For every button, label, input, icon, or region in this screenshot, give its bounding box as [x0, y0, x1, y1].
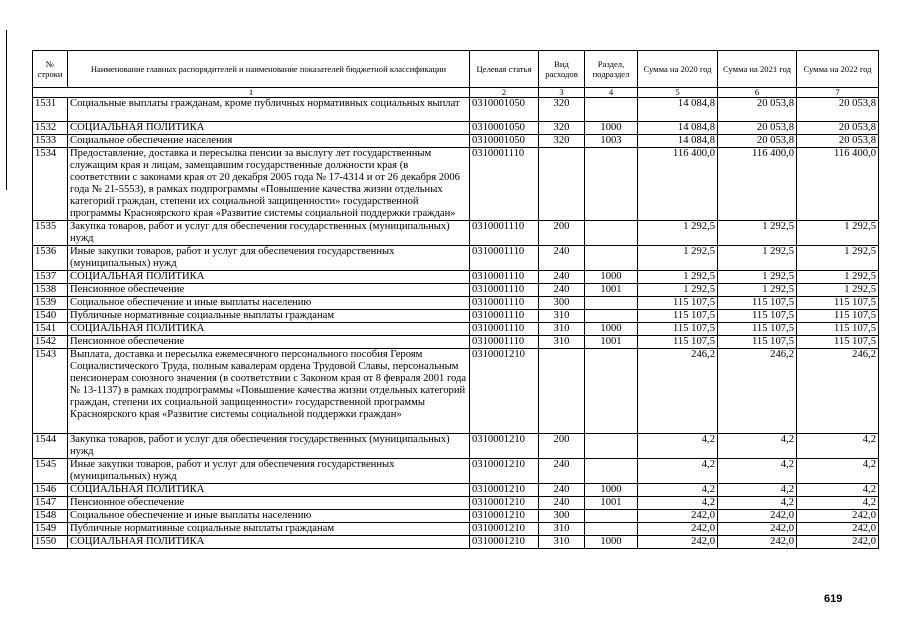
row-name: Закупка товаров, работ и услуг для обеспечения государственных (муниципальных) нужд	[68, 221, 470, 246]
row-sum-2020: 4,2	[638, 497, 718, 510]
row-number: 1541	[33, 323, 68, 336]
row-name: Предоставление, доставка и пересылка пенсии за выслугу лет государственным служащим края и лицам, замещавшим государственные должности края (в соответствии с законами края от 20 декабря 2005 года № 17-4314 и от 26 декабря 2006 года № 21-5553), в рамках подпрограммы «Повышение качества жизни отдельных категорий граждан, степени их социальной защищенности» государственной программы Красноярского края «Развитие системы социальной поддержки граждан»	[68, 148, 470, 221]
row-target-article: 0310001050	[470, 98, 539, 122]
table-row	[33, 484, 879, 497]
row-name: Выплата, доставка и пересылка ежемесячного персонального пособия Героям Социалистического Труда, полным кавалерам ордена Трудовой Славы, персональным пенсионерам союзного значения (в соответствии с Законом края от 8 февраля 2001 года № 13-1137) в рамках подпрограммы «Повышение качества жизни отдельных категорий граждан, степени их социальной защищенности» государственной программы Красноярского края «Развитие системы социальной поддержки граждан»	[68, 349, 470, 434]
row-target-article: 0310001210	[470, 497, 539, 510]
row-number: 1535	[33, 221, 68, 246]
row-sum-2022: 246,2	[797, 349, 879, 434]
column-number: 2	[470, 88, 539, 98]
header-code: Целевая статья	[470, 51, 539, 88]
table-row	[33, 459, 879, 484]
header-sum-2020: Сумма на 2020 год	[638, 51, 718, 88]
row-target-article: 0310001110	[470, 246, 539, 271]
column-number: 1	[33, 88, 470, 98]
header-num: № строки	[33, 51, 68, 88]
row-sum-2021: 115 107,5	[718, 297, 797, 310]
row-name: Пенсионное обеспечение	[68, 336, 470, 349]
row-sum-2020: 242,0	[638, 510, 718, 523]
row-number: 1537	[33, 271, 68, 284]
table-row	[33, 510, 879, 523]
column-number: 3	[539, 88, 585, 98]
row-sum-2020: 116 400,0	[638, 148, 718, 221]
row-section	[585, 246, 638, 271]
row-target-article: 0310001210	[470, 459, 539, 484]
row-sum-2021: 242,0	[718, 510, 797, 523]
row-section	[585, 510, 638, 523]
row-target-article: 0310001210	[470, 484, 539, 497]
row-expense-type: 310	[539, 523, 585, 536]
row-sum-2021: 1 292,5	[718, 246, 797, 271]
page-edge-line	[6, 30, 7, 190]
row-sum-2022: 1 292,5	[797, 271, 879, 284]
table-row	[33, 284, 879, 297]
row-sum-2022: 1 292,5	[797, 246, 879, 271]
row-section	[585, 310, 638, 323]
row-number: 1543	[33, 349, 68, 434]
row-expense-type: 320	[539, 135, 585, 148]
row-number: 1540	[33, 310, 68, 323]
row-section: 1003	[585, 135, 638, 148]
row-section: 1000	[585, 536, 638, 549]
table-row	[33, 122, 879, 135]
row-sum-2021: 20 053,8	[718, 98, 797, 122]
row-sum-2022: 4,2	[797, 434, 879, 459]
row-expense-type: 300	[539, 510, 585, 523]
row-expense-type: 200	[539, 434, 585, 459]
column-number: 4	[585, 88, 638, 98]
row-expense-type: 310	[539, 336, 585, 349]
row-target-article: 0310001110	[470, 148, 539, 221]
table-row	[33, 536, 879, 549]
row-sum-2022: 242,0	[797, 523, 879, 536]
table-row	[33, 310, 879, 323]
row-section: 1000	[585, 484, 638, 497]
row-name: Иные закупки товаров, работ и услуг для обеспечения государственных (муниципальных) нужд	[68, 246, 470, 271]
table-row	[33, 135, 879, 148]
header-row	[33, 51, 879, 88]
row-target-article: 0310001110	[470, 336, 539, 349]
row-expense-type: 310	[539, 536, 585, 549]
row-section	[585, 459, 638, 484]
row-target-article: 0310001050	[470, 122, 539, 135]
row-number: 1539	[33, 297, 68, 310]
table-row	[33, 221, 879, 246]
row-section: 1000	[585, 122, 638, 135]
row-number: 1531	[33, 98, 68, 122]
budget-table	[32, 50, 879, 549]
row-sum-2020: 115 107,5	[638, 297, 718, 310]
table-row	[33, 323, 879, 336]
row-section: 1000	[585, 323, 638, 336]
header-sum-2022: Сумма на 2022 год	[797, 51, 879, 88]
row-number: 1536	[33, 246, 68, 271]
row-sum-2020: 4,2	[638, 434, 718, 459]
row-expense-type: 320	[539, 122, 585, 135]
row-section: 1001	[585, 336, 638, 349]
row-target-article: 0310001210	[470, 523, 539, 536]
row-sum-2021: 4,2	[718, 497, 797, 510]
row-name: Социальные выплаты гражданам, кроме публичных нормативных социальных выплат	[68, 98, 470, 122]
row-name: СОЦИАЛЬНАЯ ПОЛИТИКА	[68, 536, 470, 549]
row-sum-2022: 242,0	[797, 536, 879, 549]
row-name: Социальное обеспечение и иные выплаты населению	[68, 510, 470, 523]
table-body	[33, 98, 879, 549]
row-number: 1545	[33, 459, 68, 484]
row-section	[585, 148, 638, 221]
column-number: 6	[718, 88, 797, 98]
row-name: Публичные нормативные социальные выплаты гражданам	[68, 523, 470, 536]
row-number: 1546	[33, 484, 68, 497]
row-sum-2021: 242,0	[718, 536, 797, 549]
row-sum-2020: 14 084,8	[638, 98, 718, 122]
row-section: 1001	[585, 284, 638, 297]
row-sum-2020: 14 084,8	[638, 122, 718, 135]
row-sum-2022: 115 107,5	[797, 310, 879, 323]
row-number: 1533	[33, 135, 68, 148]
table-row	[33, 297, 879, 310]
row-sum-2020: 242,0	[638, 536, 718, 549]
row-number: 1550	[33, 536, 68, 549]
row-sum-2022: 20 053,8	[797, 135, 879, 148]
row-sum-2020: 1 292,5	[638, 271, 718, 284]
row-expense-type: 310	[539, 323, 585, 336]
row-sum-2020: 242,0	[638, 523, 718, 536]
row-sum-2021: 1 292,5	[718, 221, 797, 246]
row-sum-2022: 20 053,8	[797, 122, 879, 135]
row-section	[585, 523, 638, 536]
table-row	[33, 271, 879, 284]
row-name: СОЦИАЛЬНАЯ ПОЛИТИКА	[68, 323, 470, 336]
row-number: 1547	[33, 497, 68, 510]
column-number: 5	[638, 88, 718, 98]
table-row	[33, 336, 879, 349]
row-name: Пенсионное обеспечение	[68, 497, 470, 510]
row-target-article: 0310001110	[470, 271, 539, 284]
row-name: СОЦИАЛЬНАЯ ПОЛИТИКА	[68, 271, 470, 284]
row-target-article: 0310001110	[470, 221, 539, 246]
row-section	[585, 297, 638, 310]
header-sum-2021: Сумма на 2021 год	[718, 51, 797, 88]
row-sum-2022: 4,2	[797, 459, 879, 484]
row-expense-type	[539, 349, 585, 434]
row-section: 1000	[585, 271, 638, 284]
row-sum-2021: 116 400,0	[718, 148, 797, 221]
row-section	[585, 98, 638, 122]
row-sum-2020: 1 292,5	[638, 246, 718, 271]
row-sum-2020: 246,2	[638, 349, 718, 434]
row-expense-type: 310	[539, 310, 585, 323]
row-sum-2020: 4,2	[638, 484, 718, 497]
row-target-article: 0310001210	[470, 349, 539, 434]
header-vid: Вид расходов	[539, 51, 585, 88]
row-sum-2021: 242,0	[718, 523, 797, 536]
row-section	[585, 349, 638, 434]
row-target-article: 0310001210	[470, 536, 539, 549]
row-target-article: 0310001110	[470, 297, 539, 310]
table-row	[33, 434, 879, 459]
row-expense-type: 240	[539, 271, 585, 284]
row-sum-2020: 115 107,5	[638, 310, 718, 323]
row-target-article: 0310001110	[470, 310, 539, 323]
row-sum-2021: 115 107,5	[718, 336, 797, 349]
column-number-row	[33, 88, 879, 98]
row-sum-2021: 246,2	[718, 349, 797, 434]
row-name: Публичные нормативные социальные выплаты гражданам	[68, 310, 470, 323]
row-expense-type: 240	[539, 497, 585, 510]
row-number: 1532	[33, 122, 68, 135]
row-name: СОЦИАЛЬНАЯ ПОЛИТИКА	[68, 484, 470, 497]
row-name: СОЦИАЛЬНАЯ ПОЛИТИКА	[68, 122, 470, 135]
table-row	[33, 349, 879, 434]
row-sum-2020: 1 292,5	[638, 221, 718, 246]
row-expense-type	[539, 148, 585, 221]
row-target-article: 0310001210	[470, 510, 539, 523]
row-name: Социальное обеспечение и иные выплаты населению	[68, 297, 470, 310]
header-razd: Раздел, подраздел	[585, 51, 638, 88]
row-sum-2021: 4,2	[718, 434, 797, 459]
row-target-article: 0310001110	[470, 284, 539, 297]
row-target-article: 0310001210	[470, 434, 539, 459]
row-expense-type: 200	[539, 221, 585, 246]
row-target-article: 0310001050	[470, 135, 539, 148]
row-sum-2020: 14 084,8	[638, 135, 718, 148]
table-row	[33, 497, 879, 510]
row-sum-2022: 1 292,5	[797, 221, 879, 246]
row-name: Социальное обеспечение населения	[68, 135, 470, 148]
column-number: 7	[797, 88, 879, 98]
row-sum-2021: 115 107,5	[718, 310, 797, 323]
row-name: Закупка товаров, работ и услуг для обеспечения государственных (муниципальных) нужд	[68, 434, 470, 459]
row-sum-2022: 115 107,5	[797, 297, 879, 310]
row-number: 1548	[33, 510, 68, 523]
row-section	[585, 434, 638, 459]
row-expense-type: 240	[539, 284, 585, 297]
row-sum-2022: 1 292,5	[797, 284, 879, 297]
table-row	[33, 148, 879, 221]
row-target-article: 0310001110	[470, 323, 539, 336]
row-number: 1544	[33, 434, 68, 459]
row-sum-2021: 20 053,8	[718, 122, 797, 135]
row-number: 1549	[33, 523, 68, 536]
row-sum-2022: 4,2	[797, 497, 879, 510]
row-sum-2021: 20 053,8	[718, 135, 797, 148]
row-sum-2021: 4,2	[718, 459, 797, 484]
row-expense-type: 240	[539, 246, 585, 271]
table-row	[33, 98, 879, 122]
row-sum-2021: 4,2	[718, 484, 797, 497]
row-sum-2020: 4,2	[638, 459, 718, 484]
row-section: 1001	[585, 497, 638, 510]
row-expense-type: 240	[539, 459, 585, 484]
row-number: 1542	[33, 336, 68, 349]
row-sum-2021: 1 292,5	[718, 284, 797, 297]
row-sum-2020: 115 107,5	[638, 336, 718, 349]
row-sum-2022: 116 400,0	[797, 148, 879, 221]
row-expense-type: 300	[539, 297, 585, 310]
header-name: Наименование главных распорядителей и наименование показателей бюджетной классификации	[68, 51, 470, 88]
row-sum-2021: 1 292,5	[718, 271, 797, 284]
row-sum-2022: 115 107,5	[797, 323, 879, 336]
row-name: Иные закупки товаров, работ и услуг для обеспечения государственных (муниципальных) нужд	[68, 459, 470, 484]
row-sum-2022: 4,2	[797, 484, 879, 497]
row-section	[585, 221, 638, 246]
table-row	[33, 523, 879, 536]
row-name: Пенсионное обеспечение	[68, 284, 470, 297]
table-row	[33, 246, 879, 271]
row-sum-2020: 115 107,5	[638, 323, 718, 336]
row-expense-type: 320	[539, 98, 585, 122]
row-number: 1538	[33, 284, 68, 297]
page-number: 619	[824, 593, 843, 605]
row-sum-2022: 115 107,5	[797, 336, 879, 349]
row-sum-2021: 115 107,5	[718, 323, 797, 336]
row-sum-2022: 242,0	[797, 510, 879, 523]
row-sum-2022: 20 053,8	[797, 98, 879, 122]
row-number: 1534	[33, 148, 68, 221]
row-sum-2020: 1 292,5	[638, 284, 718, 297]
row-expense-type: 240	[539, 484, 585, 497]
